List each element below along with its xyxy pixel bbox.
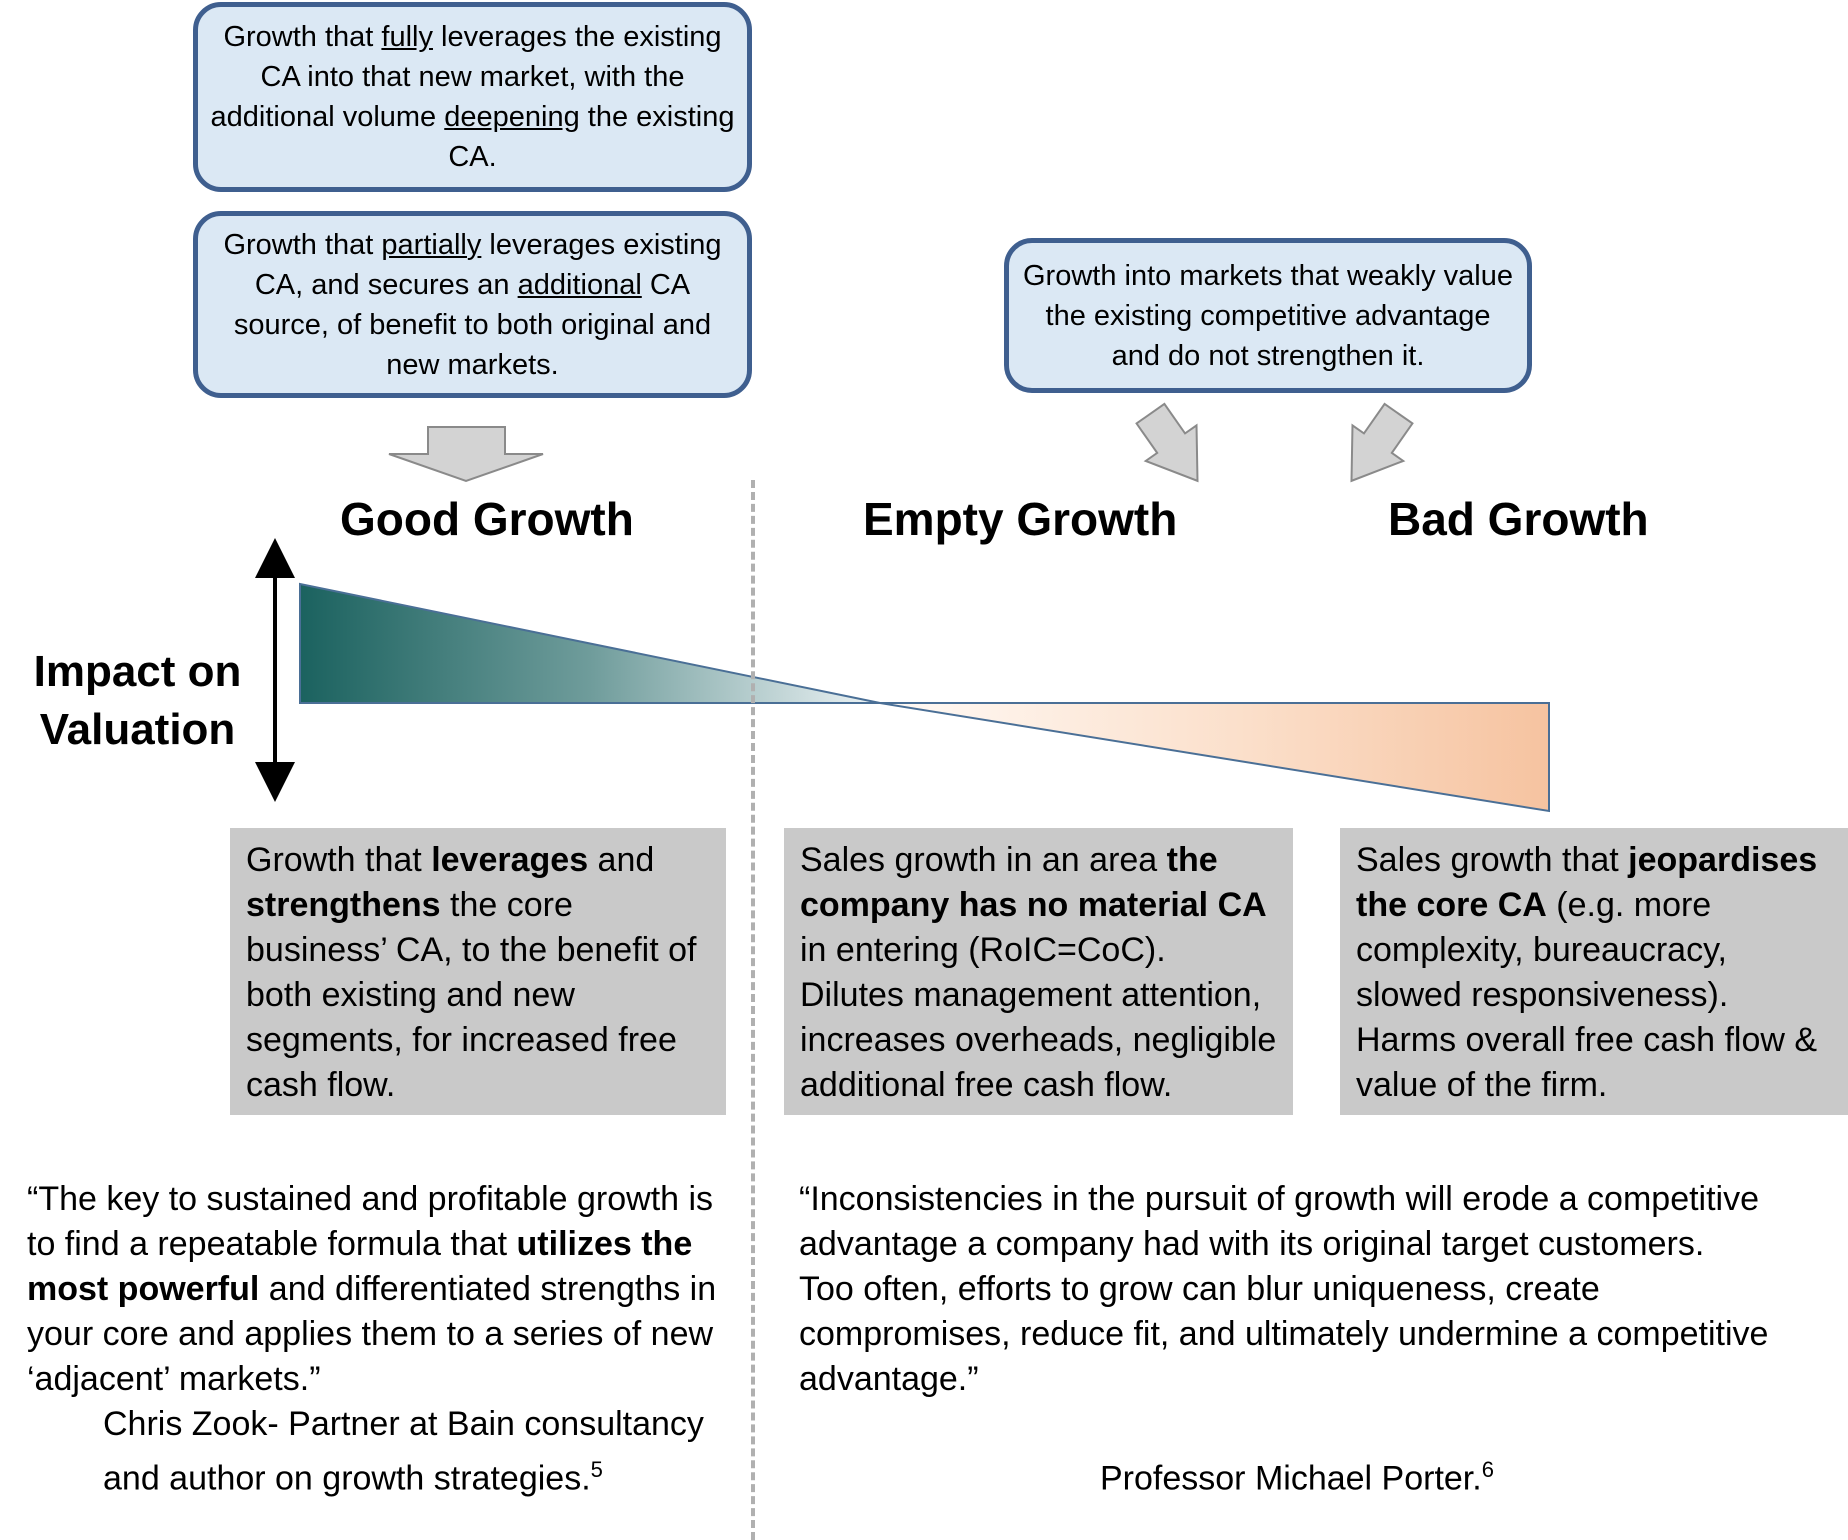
bad-growth-arrow-icon [1326, 396, 1424, 499]
bad-growth-heading: Bad Growth [1388, 493, 1649, 545]
bad-growth-description: Sales growth that jeopardises the core CA (e.g. more complexity, bureaucracy, slowed responsiveness). Harms overall free cash flow & value of the firm. [1340, 828, 1848, 1115]
underlined-fully: fully [381, 21, 433, 53]
underlined-partially: partially [381, 228, 482, 261]
porter-attribution: Professor Michael Porter.$^6$ [1100, 1457, 1494, 1498]
empty-growth-arrow-icon [1125, 396, 1223, 499]
section-divider [751, 480, 755, 1540]
good-growth-description: Growth that leverages and strengthens the core business’ CA, to the benefit of both existing and new segments, for increased free cash flow. [230, 828, 726, 1115]
footnote-5: 5 [590, 1457, 603, 1482]
positive-impact-wedge [300, 584, 880, 703]
empty-growth-heading: Empty Growth [863, 493, 1178, 545]
porter-quote: “Inconsistencies in the pursuit of growth will erode a competitive advantage a company had with its original target customers. Too often, efforts to grow can blur uniqueness, create compromises, reduce fit, and ultimately undermine a competitive advantage.” [799, 1180, 1769, 1398]
footnote-6: 6 [1481, 1457, 1494, 1482]
zook-quote: “The key to sustained and profitable growth is to find a repeatable formula that utilizes the most powerful and differentiated strengths in your core and applies them to a series of new ‘adjacent’ markets.” [27, 1180, 717, 1398]
good-growth-down-arrow-icon [389, 427, 543, 481]
zook-attribution: Chris Zook- Partner at Bain consultancy and author on growth strategies.$^5$ [103, 1405, 704, 1498]
impact-on-valuation-label: Impact on Valuation [33, 647, 242, 754]
underlined-deepening: deepening [444, 101, 580, 133]
good-growth-heading: Good Growth [340, 493, 634, 545]
weak-markets-text: Growth into markets that weakly value the existing competitive advantage and do not strengthen it. [1023, 259, 1513, 372]
underlined-additional: additional [517, 268, 642, 301]
empty-growth-description: Sales growth in an area the company has no material CA in entering (RoIC=CoC). Dilutes management attention, increases overheads, negligible additional free cash flow. [784, 828, 1293, 1115]
partially-leverages-text: Growth that partially leverages existing CA, and secures an additional CA source, of benefit to both original and new markets. [223, 228, 722, 381]
fully-leverages-text: Growth that fully leverages the existing CA into that new market, with the additional volume deepening the existing CA. [210, 21, 735, 173]
negative-impact-wedge [880, 703, 1549, 811]
